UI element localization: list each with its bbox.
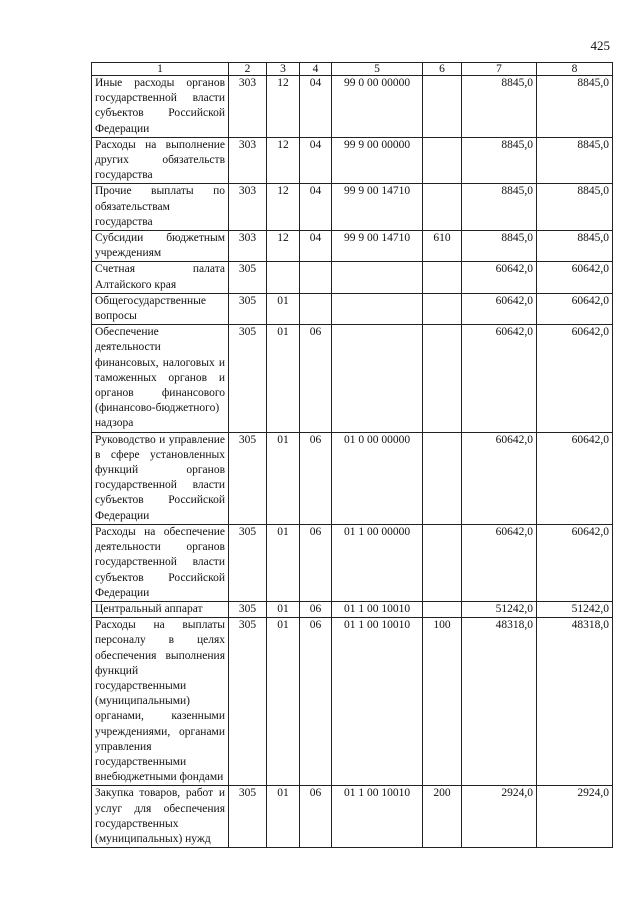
code-section (267, 262, 300, 293)
header-row (92, 63, 613, 76)
code-admin: 305 (229, 325, 267, 432)
code-expense-type (423, 262, 462, 293)
column-header: 7 (462, 63, 537, 76)
code-target (332, 325, 423, 432)
column-header: 6 (423, 63, 462, 76)
amount-year-2: 60642,0 (537, 293, 613, 324)
code-admin: 303 (229, 76, 267, 138)
code-expense-type (423, 432, 462, 524)
table-row (92, 618, 613, 786)
amount-year-1: 8845,0 (462, 76, 537, 138)
code-section: 01 (267, 601, 300, 617)
code-target: 01 1 00 10010 (332, 786, 423, 848)
table-row (92, 524, 613, 601)
amount-year-1: 8845,0 (462, 231, 537, 262)
item-name: Субсидии бюджетным учреждениям (92, 231, 229, 262)
amount-year-2: 2924,0 (537, 786, 613, 848)
code-expense-type: 610 (423, 231, 462, 262)
item-name: Расходы на обеспечение деятельности органов государственной власти субъектов Российской Федерации (92, 524, 229, 601)
code-target: 01 1 00 10010 (332, 601, 423, 617)
code-section: 01 (267, 786, 300, 848)
column-header: 3 (267, 63, 300, 76)
code-admin: 305 (229, 618, 267, 786)
code-section: 12 (267, 184, 300, 231)
code-admin: 303 (229, 184, 267, 231)
code-section: 01 (267, 524, 300, 601)
table-row (92, 325, 613, 432)
amount-year-2: 51242,0 (537, 601, 613, 617)
code-section: 01 (267, 325, 300, 432)
table-row (92, 432, 613, 524)
code-expense-type: 200 (423, 786, 462, 848)
code-expense-type: 100 (423, 618, 462, 786)
item-name: Иные расходы органов государственной власти субъектов Российской Федерации (92, 76, 229, 138)
amount-year-1: 2924,0 (462, 786, 537, 848)
code-target: 01 1 00 10010 (332, 618, 423, 786)
code-subsection: 06 (300, 325, 332, 432)
table-row (92, 184, 613, 231)
code-subsection: 06 (300, 601, 332, 617)
code-expense-type (423, 76, 462, 138)
table-row (92, 601, 613, 617)
code-admin: 305 (229, 524, 267, 601)
code-subsection: 06 (300, 524, 332, 601)
amount-year-2: 8845,0 (537, 231, 613, 262)
code-target (332, 293, 423, 324)
item-name: Руководство и управление в сфере установленных функций органов государственной власти субъектов Российской Федерации (92, 432, 229, 524)
item-name: Прочие выплаты по обязательствам государства (92, 184, 229, 231)
code-section: 12 (267, 231, 300, 262)
code-admin: 303 (229, 231, 267, 262)
amount-year-1: 60642,0 (462, 325, 537, 432)
amount-year-2: 60642,0 (537, 524, 613, 601)
amount-year-2: 60642,0 (537, 325, 613, 432)
code-section: 01 (267, 293, 300, 324)
code-target: 99 9 00 14710 (332, 184, 423, 231)
code-expense-type (423, 184, 462, 231)
code-target: 99 0 00 00000 (332, 76, 423, 138)
amount-year-2: 60642,0 (537, 432, 613, 524)
code-subsection: 04 (300, 76, 332, 138)
table-row (92, 262, 613, 293)
amount-year-1: 8845,0 (462, 137, 537, 184)
budget-table (91, 62, 613, 848)
amount-year-1: 60642,0 (462, 293, 537, 324)
code-subsection: 06 (300, 432, 332, 524)
item-name: Обеспечение деятельности финансовых, налоговых и таможенных органов и органов финансового (финансово-бюджетного) надзора (92, 325, 229, 432)
page-number: 425 (590, 38, 610, 53)
code-subsection: 06 (300, 618, 332, 786)
amount-year-1: 51242,0 (462, 601, 537, 617)
table-row (92, 76, 613, 138)
item-name: Центральный аппарат (92, 601, 229, 617)
code-subsection (300, 262, 332, 293)
code-target: 99 9 00 00000 (332, 137, 423, 184)
code-section: 12 (267, 76, 300, 138)
amount-year-1: 60642,0 (462, 524, 537, 601)
code-expense-type (423, 601, 462, 617)
code-expense-type (423, 325, 462, 432)
code-target: 01 1 00 00000 (332, 524, 423, 601)
code-expense-type (423, 137, 462, 184)
column-header: 8 (537, 63, 613, 76)
code-admin: 305 (229, 786, 267, 848)
code-section: 01 (267, 432, 300, 524)
code-section: 01 (267, 618, 300, 786)
item-name: Счетная палата Алтайского края (92, 262, 229, 293)
code-subsection: 06 (300, 786, 332, 848)
code-expense-type (423, 524, 462, 601)
table-row (92, 137, 613, 184)
code-section: 12 (267, 137, 300, 184)
amount-year-1: 8845,0 (462, 184, 537, 231)
code-target: 01 0 00 00000 (332, 432, 423, 524)
amount-year-1: 48318,0 (462, 618, 537, 786)
item-name: Расходы на выплаты персоналу в целях обеспечения выполнения функций государственными (муниципальными) органами, казенными учреждениями, органами управления государственными внебюджетными фондами (92, 618, 229, 786)
code-admin: 305 (229, 293, 267, 324)
column-header: 1 (92, 63, 229, 76)
amount-year-2: 8845,0 (537, 137, 613, 184)
code-target: 99 9 00 14710 (332, 231, 423, 262)
item-name: Закупка товаров, работ и услуг для обеспечения государственных (муниципальных) нужд (92, 786, 229, 848)
column-header: 4 (300, 63, 332, 76)
table-row (92, 293, 613, 324)
amount-year-2: 8845,0 (537, 184, 613, 231)
code-target (332, 262, 423, 293)
amount-year-2: 48318,0 (537, 618, 613, 786)
code-subsection (300, 293, 332, 324)
code-expense-type (423, 293, 462, 324)
code-admin: 305 (229, 601, 267, 617)
amount-year-1: 60642,0 (462, 432, 537, 524)
column-header: 2 (229, 63, 267, 76)
amount-year-2: 8845,0 (537, 76, 613, 138)
code-subsection: 04 (300, 137, 332, 184)
amount-year-2: 60642,0 (537, 262, 613, 293)
amount-year-1: 60642,0 (462, 262, 537, 293)
code-subsection: 04 (300, 231, 332, 262)
column-header: 5 (332, 63, 423, 76)
item-name: Общегосударственные вопросы (92, 293, 229, 324)
code-admin: 305 (229, 262, 267, 293)
item-name: Расходы на выполнение других обязательств государства (92, 137, 229, 184)
table-row (92, 231, 613, 262)
table-row (92, 786, 613, 848)
code-admin: 305 (229, 432, 267, 524)
code-admin: 303 (229, 137, 267, 184)
code-subsection: 04 (300, 184, 332, 231)
